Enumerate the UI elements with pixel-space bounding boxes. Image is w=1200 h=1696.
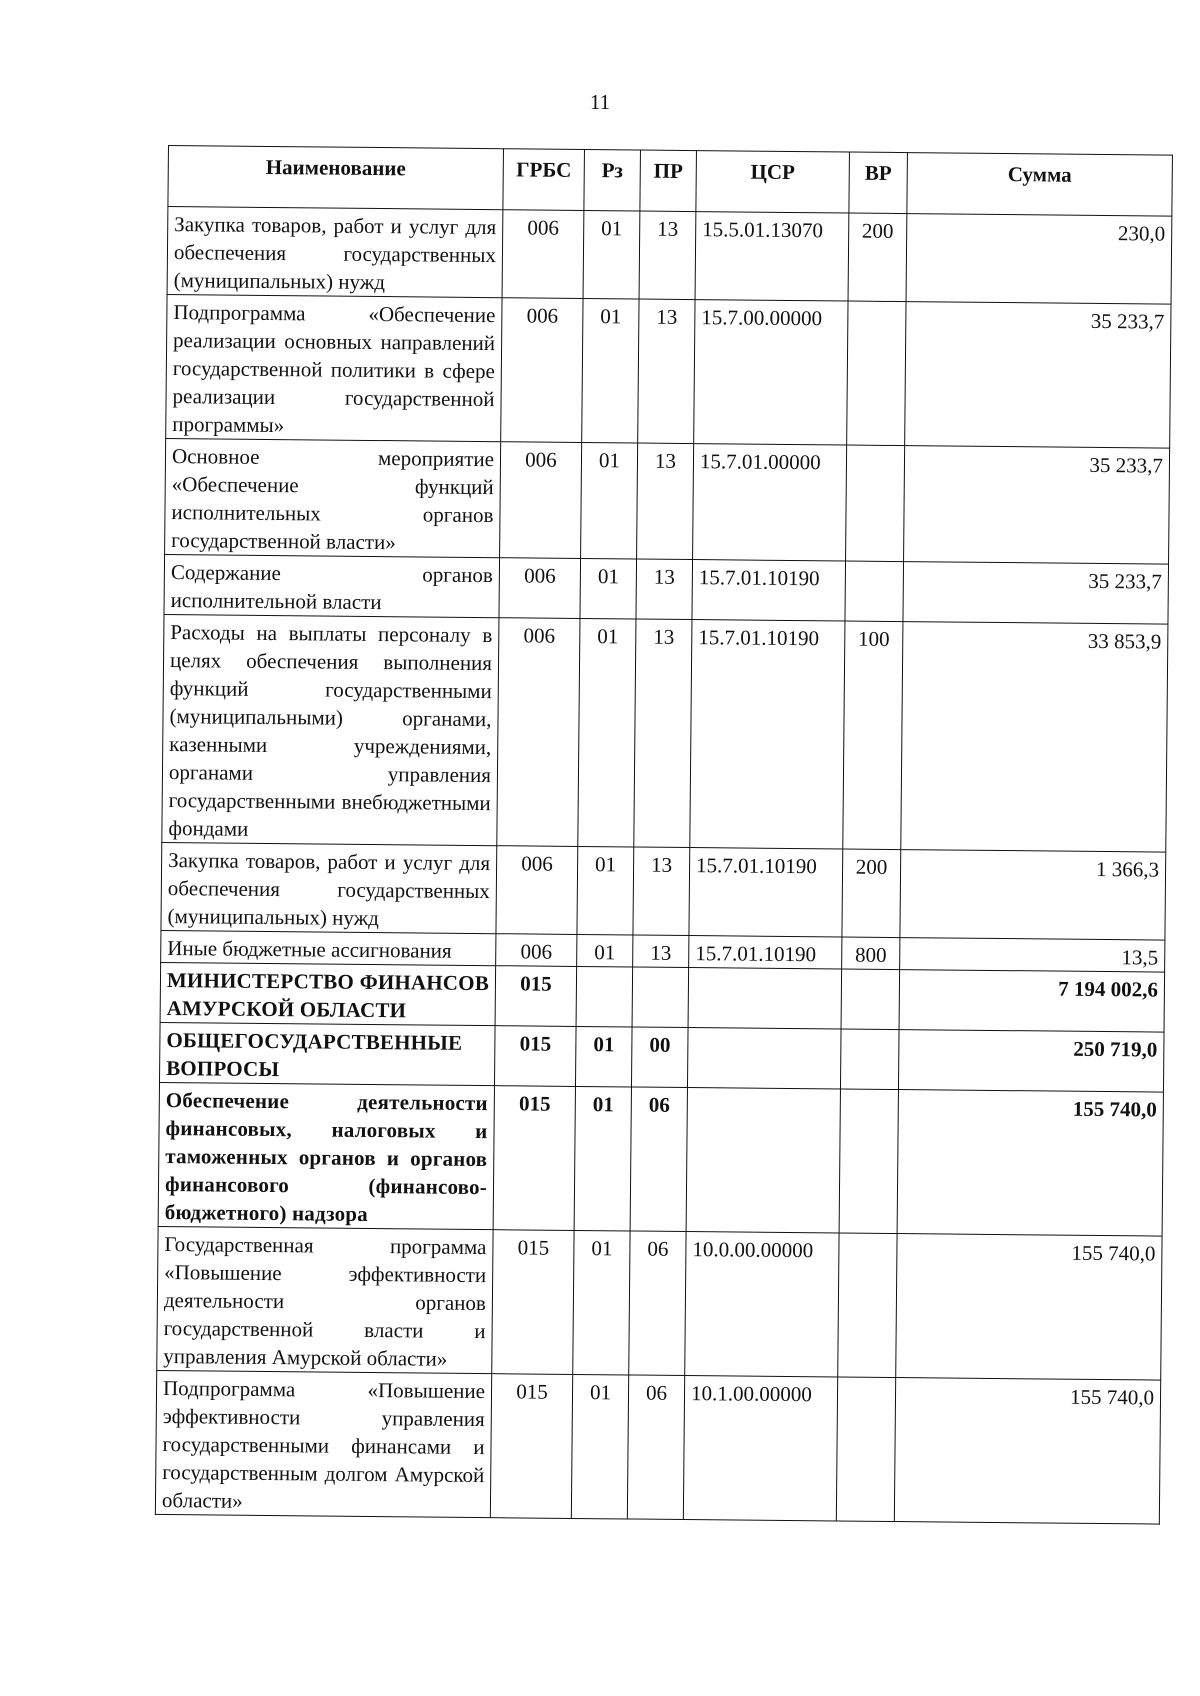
cell-vr	[836, 1377, 895, 1522]
table-row	[164, 554, 1169, 624]
table-row	[160, 962, 1165, 1032]
cell-vr: 200	[848, 213, 907, 302]
cell-name: Расходы на выплаты персоналу в целях обеспечения выполнения функций государственными (муниципальными) органами, казенными учреждениями, органами управления государственными внебюджетными фондами	[162, 614, 499, 845]
cell-vr	[841, 969, 900, 1030]
cell-sum: 13,5	[900, 938, 1165, 973]
cell-csr: 15.7.01.10190	[689, 848, 843, 937]
cell-csr: 15.7.01.00000	[693, 444, 847, 561]
cell-sum: 35 233,7	[903, 562, 1169, 625]
cell-vr	[838, 1233, 897, 1378]
cell-vr: 200	[842, 849, 901, 938]
cell-csr	[687, 1028, 841, 1089]
cell-grbs: 015	[495, 966, 577, 1027]
cell-grbs: 006	[496, 846, 578, 935]
cell-vr	[846, 445, 905, 562]
cell-sum: 155 740,0	[894, 1378, 1160, 1525]
cell-csr: 15.5.01.13070	[695, 212, 849, 301]
page-number: 11	[589, 90, 611, 114]
cell-pr: 13	[633, 935, 689, 968]
cell-csr: 10.1.00.00000	[683, 1376, 837, 1521]
cell-rz: 01	[581, 442, 638, 559]
cell-pr: 13	[639, 211, 696, 300]
cell-pr: 00	[631, 1027, 688, 1088]
table-body	[155, 207, 1172, 1525]
cell-name: Содержание органов исполнительной власти	[164, 554, 500, 617]
cell-pr	[632, 967, 689, 1028]
cell-sum: 250 719,0	[898, 1030, 1164, 1093]
cell-sum: 35 233,7	[905, 302, 1171, 449]
header-grbs: ГРБС	[503, 149, 585, 211]
cell-grbs: 006	[499, 558, 581, 619]
header-rz: Рз	[584, 149, 641, 211]
cell-rz: 01	[573, 1230, 630, 1375]
table-row	[160, 1022, 1165, 1092]
header-csr: ЦСР	[696, 151, 850, 213]
cell-vr	[839, 1089, 898, 1234]
cell-rz: 01	[583, 210, 640, 299]
cell-name: Подпрограмма «Обеспечение реализации основных направлений государственной политики в сфере реализации государственной программы»	[166, 294, 502, 441]
cell-rz	[576, 966, 633, 1027]
table-row	[167, 207, 1172, 305]
cell-sum: 230,0	[906, 214, 1172, 305]
cell-name: Государственная программа «Повышение эффективности деятельности органов государственной власти и управления Амурской области»	[157, 1226, 493, 1373]
table-row	[157, 1226, 1162, 1380]
cell-name: Основное мероприятие «Обеспечение функций исполнительных органов государственной власти»	[165, 438, 501, 557]
cell-csr: 15.7.01.10190	[690, 620, 845, 849]
cell-rz: 01	[577, 934, 633, 967]
cell-csr: 10.0.00.00000	[685, 1232, 839, 1377]
budget-table	[155, 145, 1173, 1525]
header-name: Наименование	[168, 146, 504, 210]
table-row	[158, 1082, 1163, 1236]
header-vr: ВР	[849, 152, 908, 214]
cell-rz: 01	[582, 298, 639, 443]
cell-rz: 01	[580, 558, 637, 619]
table-header-row	[168, 146, 1173, 217]
cell-grbs: 006	[500, 442, 582, 559]
cell-pr: 13	[634, 619, 692, 848]
cell-pr: 06	[630, 1087, 687, 1232]
header-pr: ПР	[640, 150, 697, 212]
table-row	[155, 1370, 1160, 1524]
table-row	[165, 438, 1170, 564]
cell-csr	[686, 1088, 840, 1233]
table-row	[166, 294, 1171, 448]
cell-vr	[847, 301, 906, 446]
cell-csr: 15.7.00.00000	[694, 300, 848, 445]
cell-name: Иные бюджетные ассигнования	[161, 930, 496, 965]
cell-rz: 01	[575, 1026, 632, 1087]
cell-pr: 13	[636, 559, 693, 620]
cell-grbs: 015	[493, 1086, 575, 1231]
cell-sum: 33 853,9	[901, 622, 1168, 853]
cell-grbs: 006	[501, 298, 583, 443]
cell-sum: 155 740,0	[896, 1234, 1162, 1381]
cell-pr: 06	[629, 1231, 686, 1376]
cell-csr: 15.7.01.10190	[689, 936, 842, 969]
cell-name: Подпрограмма «Повышение эффективности управления государственными финансами и государственным долгом Амурской области»	[155, 1370, 491, 1517]
cell-grbs: 006	[497, 618, 580, 847]
table-row	[161, 842, 1166, 940]
cell-name: ОБЩЕГОСУДАРСТВЕННЫЕ ВОПРОСЫ	[160, 1022, 496, 1085]
table-row	[162, 614, 1168, 852]
cell-vr	[845, 561, 904, 622]
cell-vr: 100	[843, 621, 903, 850]
cell-rz: 01	[578, 618, 636, 847]
cell-grbs: 015	[490, 1374, 572, 1519]
cell-grbs: 006	[502, 210, 584, 299]
cell-name: Обеспечение деятельности финансовых, налоговых и таможенных органов и органов финансового (финансово-бюджетного) надзора	[158, 1082, 494, 1229]
cell-name: Закупка товаров, работ и услуг для обеспечения государственных (муниципальных) нужд	[167, 207, 503, 298]
cell-vr	[840, 1029, 899, 1090]
cell-name: МИНИСТЕРСТВО ФИНАНСОВ АМУРСКОЙ ОБЛАСТИ	[160, 962, 496, 1025]
cell-sum: 155 740,0	[897, 1090, 1163, 1237]
cell-pr: 13	[638, 299, 695, 444]
cell-pr: 13	[637, 443, 694, 560]
cell-sum: 7 194 002,6	[899, 970, 1165, 1033]
cell-rz: 01	[574, 1086, 631, 1231]
cell-csr: 15.7.01.10190	[692, 560, 846, 621]
cell-pr: 06	[627, 1375, 684, 1520]
cell-csr	[688, 968, 842, 1029]
cell-sum: 1 366,3	[900, 850, 1166, 941]
cell-sum: 35 233,7	[904, 446, 1170, 565]
cell-pr: 13	[633, 847, 690, 936]
cell-vr: 800	[842, 937, 900, 970]
cell-grbs: 015	[492, 1230, 574, 1375]
cell-grbs: 006	[496, 934, 577, 967]
cell-rz: 01	[571, 1374, 628, 1519]
cell-name: Закупка товаров, работ и услуг для обеспечения государственных (муниципальных) нужд	[161, 842, 497, 933]
cell-grbs: 015	[494, 1026, 576, 1087]
header-sum: Сумма	[907, 153, 1173, 217]
cell-rz: 01	[577, 846, 634, 935]
